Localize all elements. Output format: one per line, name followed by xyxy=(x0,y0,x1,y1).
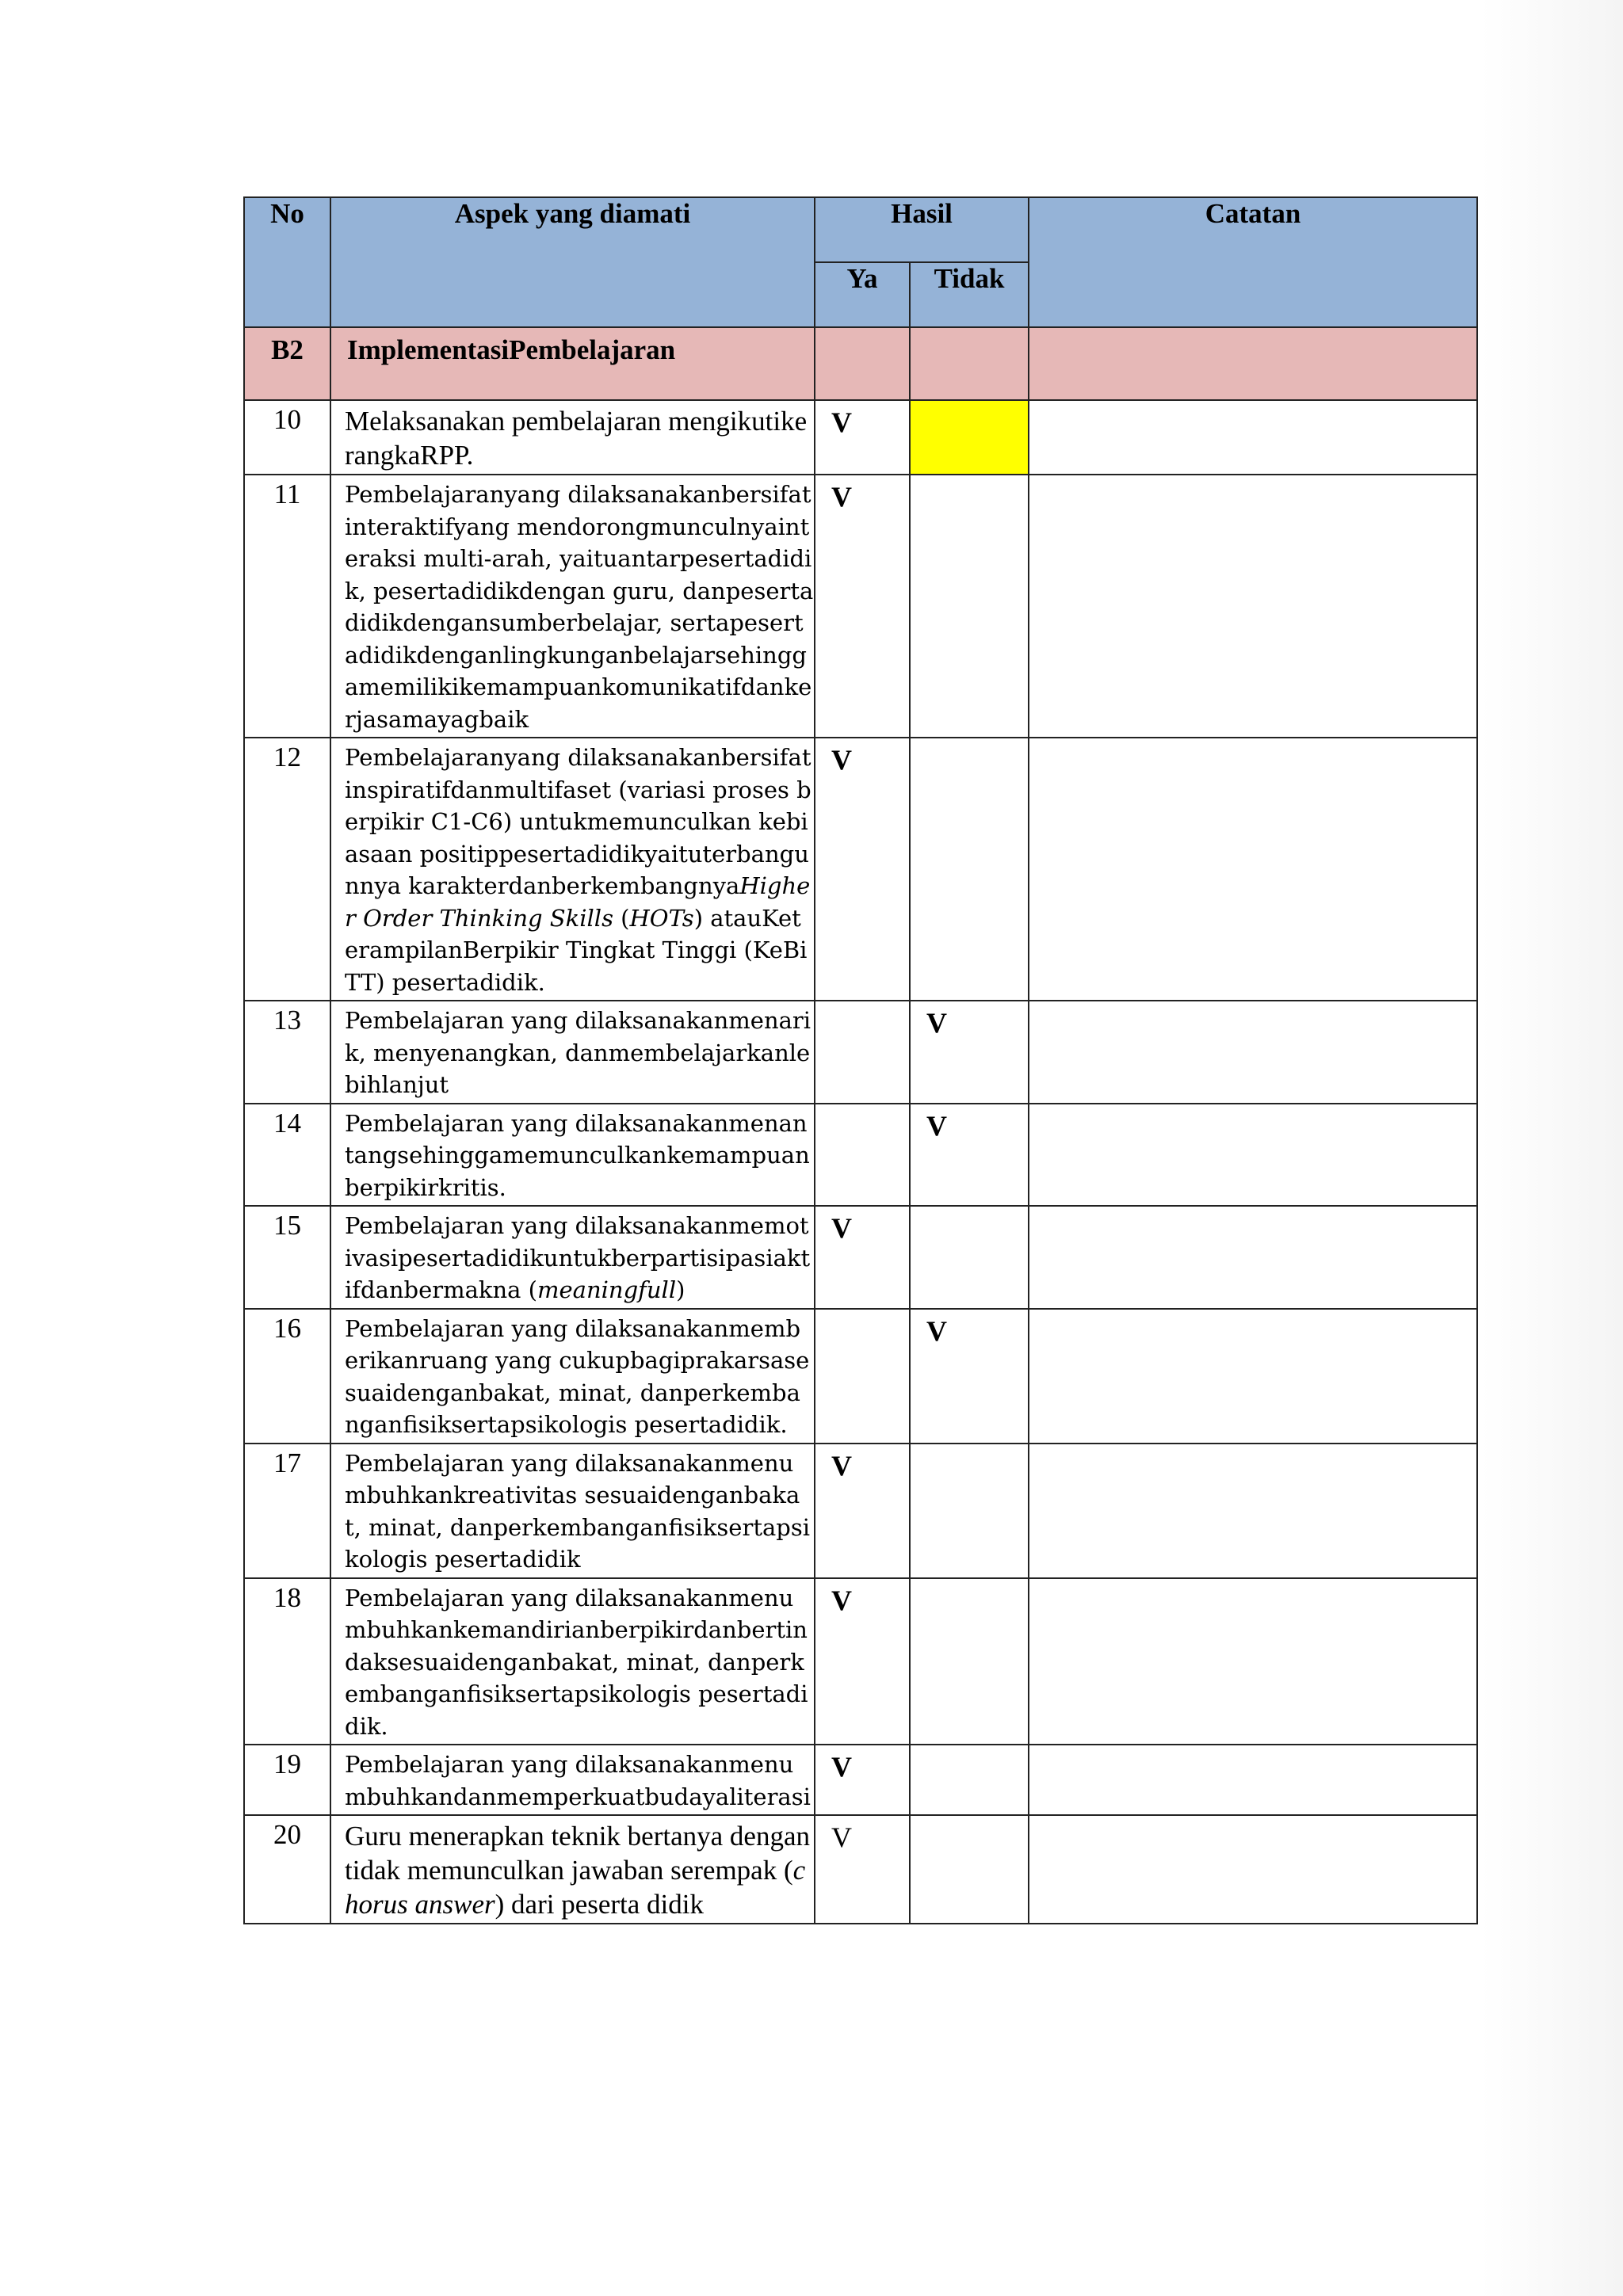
check-mark: V xyxy=(926,1314,947,1347)
row-tidak-cell xyxy=(910,1745,1029,1815)
row-ya-cell xyxy=(815,1104,910,1207)
row-tidak-cell xyxy=(910,1001,1029,1104)
check-mark: V xyxy=(831,1821,852,1853)
header-ya: Ya xyxy=(815,262,910,327)
row-catatan-cell xyxy=(1029,475,1477,738)
aspek-text: Pembelajaran yang dilaksanakanmenantangsehinggamemunculkankemampuanberpikirkritis. xyxy=(345,1109,810,1201)
row-aspek xyxy=(330,1206,815,1309)
row-ya-cell xyxy=(815,738,910,1001)
row-number: 17 xyxy=(244,1444,330,1578)
aspek-text: ) dari peserta didik xyxy=(495,1889,704,1920)
check-mark: V xyxy=(831,1751,852,1783)
row-number: 19 xyxy=(244,1745,330,1815)
row-catatan-cell xyxy=(1029,1745,1477,1815)
row-aspek xyxy=(330,1815,815,1924)
table-body xyxy=(244,327,1477,1924)
table-row xyxy=(244,1001,1477,1104)
header-row-top xyxy=(244,197,1477,262)
aspek-text: Pembelajaran yang dilaksanakanmenumbuhkankreativitas sesuaidenganbakat, minat, danperkembanganfisiksertapsikologis pesertadidik xyxy=(345,1449,810,1573)
aspek-text: Melaksanakan pembelajaran xyxy=(345,406,669,437)
row-ya-cell xyxy=(815,1309,910,1444)
row-catatan-cell xyxy=(1029,1444,1477,1578)
row-catatan-cell xyxy=(1029,1001,1477,1104)
row-number: 12 xyxy=(244,738,330,1001)
row-ya-cell xyxy=(815,1444,910,1578)
row-tidak-cell xyxy=(910,738,1029,1001)
check-mark: V xyxy=(831,1449,852,1482)
aspek-text: ( xyxy=(613,904,630,932)
row-aspek xyxy=(330,1444,815,1578)
row-tidak-cell xyxy=(910,1444,1029,1578)
row-tidak-cell xyxy=(910,1309,1029,1444)
header-catatan: Catatan xyxy=(1029,197,1477,327)
row-aspek xyxy=(330,475,815,738)
row-aspek xyxy=(330,1104,815,1207)
table-row xyxy=(244,475,1477,738)
aspek-text: Pembelajaran yang dilaksanakanmenumbuhkankemandirianberpikirdanbertindaksesuaidenganbakat, minat, danperkembanganfisiksertapsikologis pesertadidik. xyxy=(345,1584,808,1740)
row-tidak-cell xyxy=(910,400,1029,475)
aspek-text: Pembelajaran yang dilaksanakanmemotivasipesertadidikuntukberpartisipasiaktifdanbermakna ( xyxy=(345,1212,811,1303)
header-hasil: Hasil xyxy=(815,197,1029,262)
aspek-italic-text: meaningfull xyxy=(537,1276,677,1303)
aspek-text: Pembelajaran yang dilaksanakanmemberikanruang yang cukupbagiprakarsasesuaidenganbakat, minat, danperkembanganfisiksertapsikologis pesertadidik. xyxy=(345,1314,810,1438)
row-ya-cell xyxy=(815,400,910,475)
row-ya-cell xyxy=(815,1001,910,1104)
table-row xyxy=(244,1309,1477,1444)
check-mark: V xyxy=(926,1007,947,1039)
table-row xyxy=(244,738,1477,1001)
header-aspek: Aspek yang diamati xyxy=(330,197,815,327)
row-catatan-cell xyxy=(1029,400,1477,475)
header-no: No xyxy=(244,197,330,327)
check-mark: V xyxy=(831,1584,852,1616)
row-ya-cell xyxy=(815,1815,910,1924)
section-title: ImplementasiPembelajaran xyxy=(330,327,815,400)
row-number: 11 xyxy=(244,475,330,738)
row-catatan-cell xyxy=(1029,1104,1477,1207)
row-catatan-cell xyxy=(1029,738,1477,1001)
row-number: 16 xyxy=(244,1309,330,1444)
row-number: 20 xyxy=(244,1815,330,1924)
aspek-text: Pembelajaranyang dilaksanakanbersifatinspiratifdanmultifaset (variasi proses berpikir C1-C6) untukmemunculkan kebiasaan positippesertadidikyaituterbangunnya karakterdanberkembangnya xyxy=(345,744,812,899)
aspek-italic-text: HOTs xyxy=(629,904,694,932)
aspek-text: Guru menerapkan teknik bertanya dengan tidak memunculkan jawaban serempak ( xyxy=(345,1821,810,1886)
row-catatan-cell xyxy=(1029,1206,1477,1309)
table-row xyxy=(244,1815,1477,1924)
row-catatan-cell xyxy=(1029,1815,1477,1924)
section-ya-cell xyxy=(815,327,910,400)
aspek-italic-text: chorus answer xyxy=(345,1855,806,1920)
row-tidak-cell xyxy=(910,1578,1029,1745)
row-ya-cell xyxy=(815,1206,910,1309)
row-aspek xyxy=(330,1309,815,1444)
table-row xyxy=(244,1745,1477,1815)
aspek-italic-text: Higher Order Thinking Skills xyxy=(345,872,811,932)
row-number: 13 xyxy=(244,1001,330,1104)
row-catatan-cell xyxy=(1029,1309,1477,1444)
row-ya-cell xyxy=(815,475,910,738)
row-number: 18 xyxy=(244,1578,330,1745)
row-ya-cell xyxy=(815,1578,910,1745)
row-number: 15 xyxy=(244,1206,330,1309)
page-edge-shadow xyxy=(1480,0,1623,2296)
row-ya-cell xyxy=(815,1745,910,1815)
section-catatan-cell xyxy=(1029,327,1477,400)
table-row xyxy=(244,1444,1477,1578)
section-tidak-cell xyxy=(910,327,1029,400)
check-mark: V xyxy=(831,744,852,776)
row-aspek xyxy=(330,1001,815,1104)
row-tidak-cell xyxy=(910,1206,1029,1309)
table-row xyxy=(244,1206,1477,1309)
section-code: B2 xyxy=(244,327,330,400)
check-mark: V xyxy=(926,1109,947,1142)
header-tidak: Tidak xyxy=(910,262,1029,327)
row-aspek xyxy=(330,400,815,475)
aspek-text: ) xyxy=(676,1276,685,1303)
row-aspek xyxy=(330,1745,815,1815)
table-row xyxy=(244,1104,1477,1207)
aspek-text: ) atauKeterampilanBerpikir Tingkat Tinggi (KeBiTT) pesertadidik. xyxy=(345,904,808,996)
row-aspek xyxy=(330,1578,815,1745)
row-catatan-cell xyxy=(1029,1578,1477,1745)
row-number: 14 xyxy=(244,1104,330,1207)
check-mark: V xyxy=(831,1212,852,1244)
check-mark: V xyxy=(831,406,852,438)
row-tidak-cell xyxy=(910,1104,1029,1207)
section-row xyxy=(244,327,1477,400)
check-mark: V xyxy=(831,481,852,513)
aspek-text: mengikutikerangkaRPP. xyxy=(345,406,808,471)
row-tidak-cell xyxy=(910,1815,1029,1924)
aspek-text: Pembelajaran yang dilaksanakanmenumbuhkandanmemperkuatbudayaliterasi xyxy=(345,1751,811,1810)
aspek-text: Pembelajaranyang dilaksanakanbersifatinteraktifyang mendorongmunculnyainteraksi multi-arah, yaituantarpesertadidik, pesertadidikdengan guru, danpesertadidikdengansumberbelajar, sertapesertadidikdenganlingkunganbelajarsehinggamemilikikemampuankomunikatifdankerjasamayagbaik xyxy=(345,481,814,733)
table-row xyxy=(244,1578,1477,1745)
aspek-text: Pembelajaran yang dilaksanakanmenarik, menyenangkan, danmembelajarkanlebihlanjut xyxy=(345,1007,812,1098)
table-row xyxy=(244,400,1477,475)
observation-table xyxy=(243,196,1478,1924)
row-tidak-cell xyxy=(910,475,1029,738)
row-number: 10 xyxy=(244,400,330,475)
row-aspek xyxy=(330,738,815,1001)
